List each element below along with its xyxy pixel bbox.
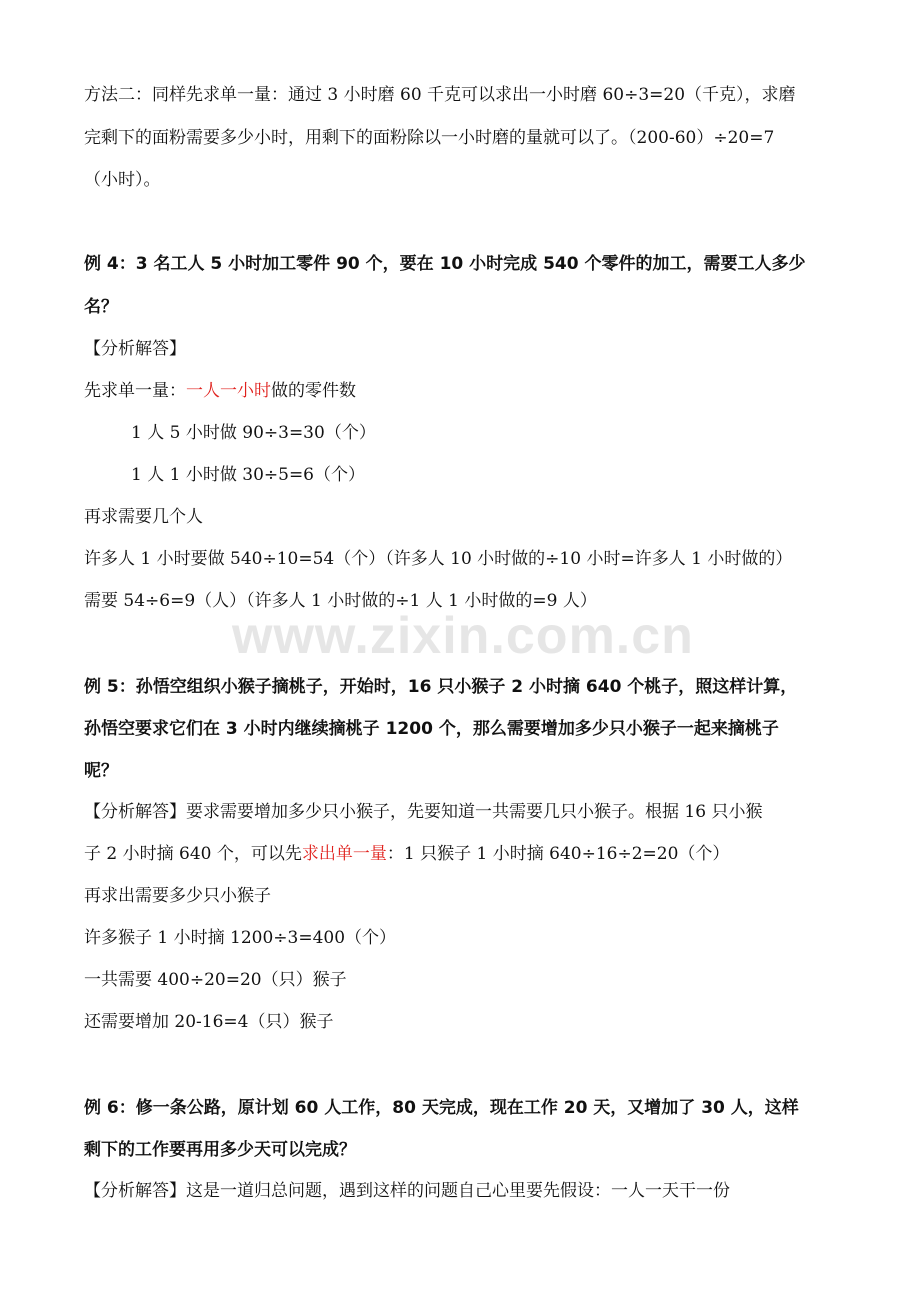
- example5-analysis-line-2-suffix: ：1 只猴子 1 小时摘 640÷16÷2=20（个）: [386, 844, 730, 864]
- method2-line-3: （小时）。: [84, 170, 161, 190]
- example4-calc-1: 1 人 5 小时做 90÷3=30（个）: [131, 423, 376, 443]
- example6-analysis-line-1: 【分析解答】这是一道归总问题，遇到这样的问题自己心里要先假设：一人一天干一份: [84, 1181, 730, 1201]
- watermark: www.zixin.com.cn: [232, 607, 694, 665]
- example4-title-line-2: 名？: [84, 297, 118, 317]
- example4-step1-suffix: 做的零件数: [271, 381, 356, 401]
- example4-step2: 再求需要几个人: [84, 507, 203, 527]
- example4-analysis-label: 【分析解答】: [84, 339, 186, 359]
- example5-step2: 再求出需要多少只小猴子: [84, 886, 271, 906]
- example5-calc-3: 还需要增加 20-16=4（只）猴子: [84, 1012, 334, 1032]
- example4-calc-4: 需要 54÷6=9（人）（许多人 1 小时做的÷1 人 1 小时做的=9 人）: [84, 591, 597, 611]
- example4-step1-highlight: 一人一小时: [186, 381, 271, 401]
- example5-calc-2: 一共需要 400÷20=20（只）猴子: [84, 970, 347, 990]
- example5-analysis-highlight: 求出单一量: [301, 844, 387, 864]
- example4-title-line-1: 例 4：3 名工人 5 小时加工零件 90 个，要在 10 小时完成 540 个零件的加工，需要工人多少: [84, 254, 806, 274]
- example6-title-line-1: 例 6：修一条公路，原计划 60 人工作，80 天完成，现在工作 20 天，又增加了 30 人，这样: [84, 1098, 799, 1118]
- example5-title-line-1: 例 5：孙悟空组织小猴子摘桃子，开始时，16 只小猴子 2 小时摘 640 个桃子，照这样计算，: [84, 677, 798, 697]
- example4-step1-prefix: 先求单一量：: [84, 381, 186, 401]
- method2-line-2: 完剩下的面粉需要多少小时，用剩下的面粉除以一小时磨的量就可以了。（200-60）÷20=7: [84, 128, 775, 148]
- example5-analysis-line-2-prefix: 子 2 小时摘 640 个，可以先: [84, 844, 302, 864]
- example4-calc-2: 1 人 1 小时做 30÷5=6（个）: [131, 465, 365, 485]
- example6-title-line-2: 剩下的工作要再用多少天可以完成？: [84, 1140, 356, 1160]
- example5-analysis-line-2: [84, 843, 836, 865]
- method2-line-1: 方法二：同样先求单一量：通过 3 小时磨 60 千克可以求出一小时磨 60÷3=20（千克），求磨: [84, 85, 796, 105]
- example5-analysis-line-1: 【分析解答】要求需要增加多少只小猴子，先要知道一共需要几只小猴子。根据 16 只小猴: [84, 802, 763, 822]
- example5-calc-1: 许多猴子 1 小时摘 1200÷3=400（个）: [84, 928, 397, 948]
- example5-title-line-3: 呢？: [84, 761, 118, 781]
- example5-title-line-2: 孙悟空要求它们在 3 小时内继续摘桃子 1200 个，那么需要增加多少只小猴子一起来摘桃子: [84, 719, 779, 739]
- example4-calc-3: 许多人 1 小时要做 540÷10=54（个）（许多人 10 小时做的÷10 小时=许多人 1 小时做的）: [84, 549, 793, 569]
- example4-step1: [84, 380, 836, 402]
